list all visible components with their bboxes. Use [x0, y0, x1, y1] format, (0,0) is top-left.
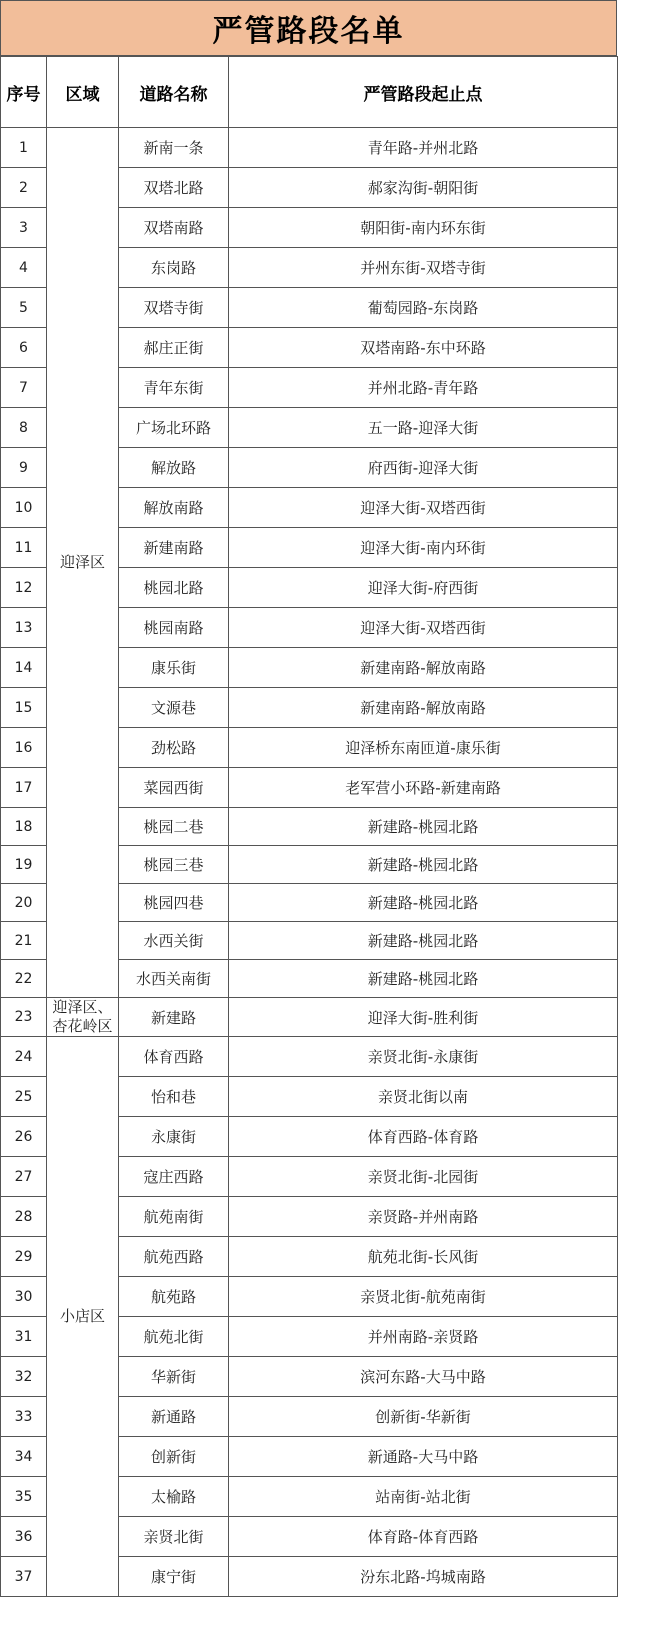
road-segment: 新通路-大马中路	[229, 1437, 618, 1477]
road-name: 广场北环路	[119, 408, 229, 448]
table-row	[1, 128, 618, 168]
road-name: 新南一条	[119, 128, 229, 168]
road-segment: 并州东街-双塔寺街	[229, 248, 618, 288]
road-segment: 体育路-体育西路	[229, 1517, 618, 1557]
road-segment: 亲贤北街以南	[229, 1077, 618, 1117]
road-segment: 迎泽大街-双塔西街	[229, 608, 618, 648]
road-name: 怡和巷	[119, 1077, 229, 1117]
road-segment: 郝家沟街-朝阳街	[229, 168, 618, 208]
road-name: 航苑北街	[119, 1317, 229, 1357]
road-segment: 站南街-站北街	[229, 1477, 618, 1517]
road-segment: 新建南路-解放南路	[229, 648, 618, 688]
road-name: 郝庄正街	[119, 328, 229, 368]
road-segment: 亲贤北街-北园街	[229, 1157, 618, 1197]
row-index: 23	[1, 998, 47, 1037]
road-name: 东岗路	[119, 248, 229, 288]
road-segment: 新建路-桃园北路	[229, 846, 618, 884]
road-name: 华新街	[119, 1357, 229, 1397]
road-name: 劲松路	[119, 728, 229, 768]
road-segment: 亲贤路-并州南路	[229, 1197, 618, 1237]
road-name: 水西关南街	[119, 960, 229, 998]
road-name: 寇庄西路	[119, 1157, 229, 1197]
road-segment: 朝阳街-南内环东街	[229, 208, 618, 248]
row-index: 33	[1, 1397, 47, 1437]
road-segment: 新建路-桃园北路	[229, 808, 618, 846]
road-name: 解放路	[119, 448, 229, 488]
road-name: 航苑路	[119, 1277, 229, 1317]
region-cell: 迎泽区、杏花岭区	[47, 998, 119, 1037]
page-title: 严管路段名单	[0, 0, 617, 56]
row-index: 36	[1, 1517, 47, 1557]
header-road: 道路名称	[119, 57, 229, 128]
road-segment: 迎泽大街-双塔西街	[229, 488, 618, 528]
road-name: 菜园西街	[119, 768, 229, 808]
row-index: 8	[1, 408, 47, 448]
region-cell: 小店区	[47, 1037, 119, 1597]
row-index: 16	[1, 728, 47, 768]
row-index: 27	[1, 1157, 47, 1197]
road-segment: 滨河东路-大马中路	[229, 1357, 618, 1397]
table-body	[1, 128, 618, 1597]
road-name: 航苑南街	[119, 1197, 229, 1237]
road-name: 永康街	[119, 1117, 229, 1157]
row-index: 25	[1, 1077, 47, 1117]
row-index: 6	[1, 328, 47, 368]
road-name: 创新街	[119, 1437, 229, 1477]
row-index: 2	[1, 168, 47, 208]
road-name: 文源巷	[119, 688, 229, 728]
row-index: 22	[1, 960, 47, 998]
road-segment: 汾东北路-坞城南路	[229, 1557, 618, 1597]
road-segment: 并州南路-亲贤路	[229, 1317, 618, 1357]
table-row	[1, 998, 618, 1037]
row-index: 29	[1, 1237, 47, 1277]
table-row	[1, 1037, 618, 1077]
road-name: 双塔南路	[119, 208, 229, 248]
road-name: 亲贤北街	[119, 1517, 229, 1557]
row-index: 14	[1, 648, 47, 688]
row-index: 5	[1, 288, 47, 328]
road-segment: 亲贤北街-永康街	[229, 1037, 618, 1077]
road-name: 青年东街	[119, 368, 229, 408]
row-index: 18	[1, 808, 47, 846]
row-index: 24	[1, 1037, 47, 1077]
road-segment: 亲贤北街-航苑南街	[229, 1277, 618, 1317]
row-index: 17	[1, 768, 47, 808]
road-name: 新通路	[119, 1397, 229, 1437]
road-name: 桃园二巷	[119, 808, 229, 846]
road-segment: 航苑北街-长风街	[229, 1237, 618, 1277]
road-name: 新建南路	[119, 528, 229, 568]
road-table	[0, 56, 618, 1597]
row-index: 28	[1, 1197, 47, 1237]
row-index: 13	[1, 608, 47, 648]
road-segment: 迎泽大街-南内环街	[229, 528, 618, 568]
row-index: 20	[1, 884, 47, 922]
road-name: 水西关街	[119, 922, 229, 960]
region-cell: 迎泽区	[47, 128, 119, 998]
row-index: 37	[1, 1557, 47, 1597]
road-name: 体育西路	[119, 1037, 229, 1077]
row-index: 1	[1, 128, 47, 168]
header-region: 区域	[47, 57, 119, 128]
road-segment: 老军营小环路-新建南路	[229, 768, 618, 808]
road-name: 解放南路	[119, 488, 229, 528]
road-name: 双塔寺街	[119, 288, 229, 328]
road-name: 桃园北路	[119, 568, 229, 608]
road-name: 桃园四巷	[119, 884, 229, 922]
road-name: 桃园三巷	[119, 846, 229, 884]
row-index: 10	[1, 488, 47, 528]
row-index: 12	[1, 568, 47, 608]
row-index: 32	[1, 1357, 47, 1397]
road-segment: 并州北路-青年路	[229, 368, 618, 408]
row-index: 11	[1, 528, 47, 568]
road-segment: 双塔南路-东中环路	[229, 328, 618, 368]
road-segment: 迎泽大街-胜利街	[229, 998, 618, 1037]
road-segment: 新建路-桃园北路	[229, 922, 618, 960]
road-name: 桃园南路	[119, 608, 229, 648]
row-index: 26	[1, 1117, 47, 1157]
road-name: 双塔北路	[119, 168, 229, 208]
road-segment: 新建路-桃园北路	[229, 884, 618, 922]
row-index: 15	[1, 688, 47, 728]
header-row	[1, 57, 618, 128]
row-index: 21	[1, 922, 47, 960]
row-index: 34	[1, 1437, 47, 1477]
header-segment: 严管路段起止点	[229, 57, 618, 128]
row-index: 31	[1, 1317, 47, 1357]
road-name: 新建路	[119, 998, 229, 1037]
row-index: 4	[1, 248, 47, 288]
row-index: 35	[1, 1477, 47, 1517]
road-segment: 新建路-桃园北路	[229, 960, 618, 998]
road-segment: 创新街-华新街	[229, 1397, 618, 1437]
road-segment: 新建南路-解放南路	[229, 688, 618, 728]
row-index: 19	[1, 846, 47, 884]
road-name: 航苑西路	[119, 1237, 229, 1277]
road-segment: 五一路-迎泽大街	[229, 408, 618, 448]
row-index: 3	[1, 208, 47, 248]
road-segment: 葡萄园路-东岗路	[229, 288, 618, 328]
road-segment: 府西街-迎泽大街	[229, 448, 618, 488]
road-segment: 迎泽大街-府西街	[229, 568, 618, 608]
road-segment: 体育西路-体育路	[229, 1117, 618, 1157]
road-name: 康乐街	[119, 648, 229, 688]
row-index: 30	[1, 1277, 47, 1317]
row-index: 7	[1, 368, 47, 408]
road-segment: 迎泽桥东南匝道-康乐街	[229, 728, 618, 768]
road-name: 太榆路	[119, 1477, 229, 1517]
road-segment: 青年路-并州北路	[229, 128, 618, 168]
row-index: 9	[1, 448, 47, 488]
road-name: 康宁街	[119, 1557, 229, 1597]
header-idx: 序号	[1, 57, 47, 128]
